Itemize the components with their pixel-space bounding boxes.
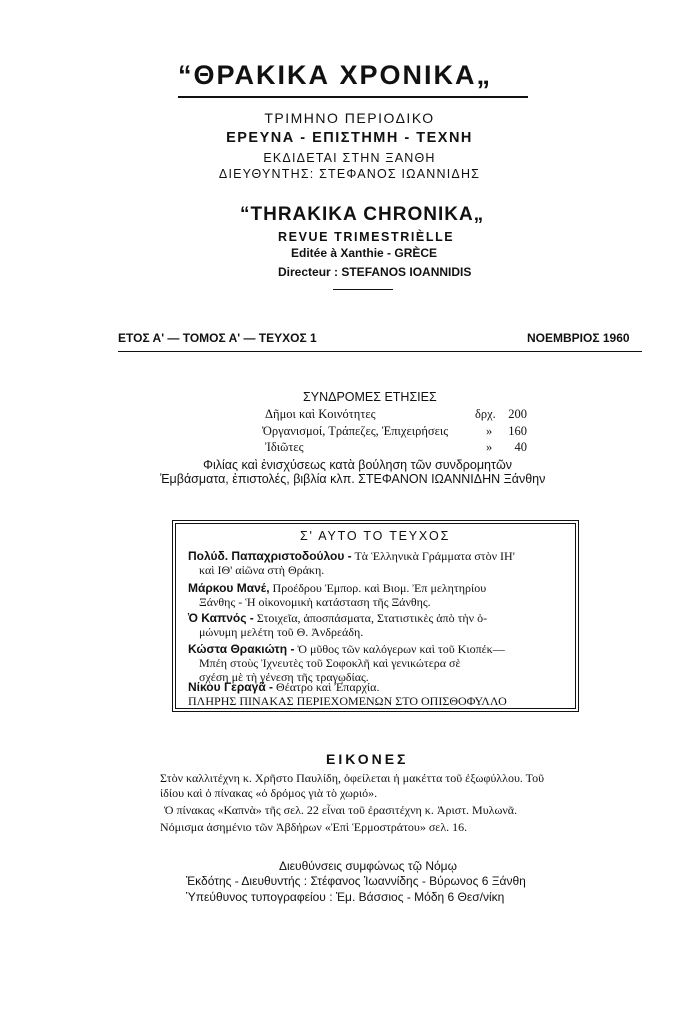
subscription-label: Ὀργανισμοί, Τράπεζες, Ἐπιχειρήσεις xyxy=(262,424,449,438)
director-french: Directeur : STEFANOS IOANNIDIS xyxy=(278,265,472,279)
subscription-unit: » xyxy=(486,440,493,454)
entry-title-continued: σχέση μὲ τὴ γένεση τῆς τραγῳδίας. xyxy=(199,670,369,684)
contents-entry xyxy=(188,581,486,596)
entry-title-continued: Μπέη στοὺς Ἰχνευτὲς τοῦ Σοφοκλῆ καὶ γενικώτερα σὲ xyxy=(199,656,461,670)
subscription-label: Δῆμοι καὶ Κοινότητες xyxy=(265,407,376,421)
contents-entry xyxy=(188,642,505,657)
subscription-unit: δρχ. xyxy=(475,407,496,421)
journal-motto-greek: ΕΡΕΥΝΑ - ΕΠΙΣΤΗΜΗ - ΤΕΧΝΗ xyxy=(226,130,473,146)
subscription-amount: 160 xyxy=(508,424,527,438)
images-credit-line: Στὸν καλλιτέχνη κ. Χρῆστο Παυλίδη, ὀφείλεται ἡ μακέττα τοῦ ἐξωφύλλου. Τοῦ xyxy=(160,771,545,785)
subscriptions-remittance-note: Ἐμβάσματα, ἐπιστολές, βιβλία κλπ. ΣΤΕΦΑΝΟΝ ΙΩΑΝΝΙΔΗΝ Ξάνθην xyxy=(160,472,546,486)
images-credit-line: ἰδίου καὶ ὁ πίνακας «ὁ δρόμος γιὰ τὸ χωριό». xyxy=(160,786,378,800)
entry-author: Κώστα Θρακιώτη - xyxy=(188,642,295,656)
entry-title: Τὰ Ἑλληνικὰ Γράμματα στὸν ΙΗ' xyxy=(351,549,515,563)
issue-volume-info: ΕΤΟΣ Α' — ΤΟΜΟΣ Α' — ΤΕΥΧΟΣ 1 xyxy=(118,331,317,345)
legal-heading: Διευθύνσεις συμφώνως τῷ Νόμῳ xyxy=(279,859,457,873)
subscriptions-support-note: Φιλίας καὶ ἐνισχύσεως κατὰ βούληση τῶν συνδρομητῶν xyxy=(203,458,512,472)
subscription-amount: 40 xyxy=(514,440,527,454)
journal-title-greek: “ΘΡΑΚΙΚΑ ΧΡΟΝΙΚΑ„ xyxy=(178,60,493,90)
images-credit-line: Ὁ πίνακας «Καπνὰ» τῆς σελ. 22 εἶναι τοῦ ἐρασιτέχνη κ. Ἀριστ. Μυλωνᾶ. xyxy=(164,803,518,817)
images-heading: ΕΙΚΟΝΕΣ xyxy=(326,751,409,767)
journal-title-french: “THRAKIKA CHRONIKA„ xyxy=(240,204,485,225)
entry-title: Θέατρο καὶ Ἐπαρχία. xyxy=(273,680,380,694)
entry-title: Προέδρου Ἐμπορ. καὶ Βιομ. Ἐπ μελητηρίου xyxy=(269,581,487,595)
director-greek: ΔΙΕΥΘΥΝΤΗΣ: ΣΤΕΦΑΝΟΣ ΙΩΑΝΝΙΔΗΣ xyxy=(218,167,481,181)
journal-subtitle-french: REVUE TRIMESTRIÈLLE xyxy=(278,230,455,244)
entry-author: Ὁ Καπνός - xyxy=(188,611,254,625)
contents-footer-note: ΠΛΗΡΗΣ ΠΙΝΑΚΑΣ ΠΕΡΙΕΧΟΜΕΝΩΝ ΣΤΟ ΟΠΙΣΘΟΦΥΛΛΟ xyxy=(188,694,507,708)
contents-heading: Σ' ΑΥΤΟ ΤΟ ΤΕΥΧΟΣ xyxy=(300,529,451,543)
entry-author: Νίκου Γεραγᾶ - xyxy=(188,680,274,694)
title-underline xyxy=(178,96,528,98)
entry-title: Ὁ μῦθος τῶν καλόγερων καὶ τοῦ Κιοπέκ— xyxy=(294,642,505,656)
subscription-unit: » xyxy=(486,424,493,438)
printer-address: Ὑπεύθυνος τυπογραφείου : Ἐμ. Βάσσιος - Μόδη 6 Θεσ/νίκη xyxy=(186,890,505,904)
contents-entry xyxy=(188,549,515,564)
subscription-label: Ἰδιῶτες xyxy=(265,440,304,454)
entry-title-continued: μώνυμη μελέτη τοῦ Θ. Ἀνδρεάδη. xyxy=(199,625,364,639)
contents-entry xyxy=(188,611,487,626)
subscriptions-heading: ΣΥΝΔΡΟΜΕΣ ΕΤΗΣΙΕΣ xyxy=(303,390,437,404)
images-credit-line: Νόμισμα ἀσημένιο τῶν Ἀβδήρων «Ἐπὶ Ἑρμοστράτου» σελ. 16. xyxy=(160,820,468,834)
entry-title: Στοιχεῖα, ἀποσπάσματα, Στατιστικὲς ἀπὸ τὴν ὁ- xyxy=(253,611,488,625)
entry-author: Πολύδ. Παπαχριστοδούλου - xyxy=(188,549,352,563)
entry-title-continued: καὶ ΙΘ' αἰῶνα στὴ Θράκη. xyxy=(199,563,325,577)
entry-title-continued: Ξάνθης - Ἡ οἰκονομικὴ κατάσταση τῆς Ξάνθης. xyxy=(199,595,431,609)
divider xyxy=(333,289,393,290)
issue-divider xyxy=(118,351,642,352)
publication-place-greek: ΕΚΔΙΔΕΤΑΙ ΣΤΗΝ ΞΑΝΘΗ xyxy=(263,151,436,165)
issue-date: ΝΟΕΜΒΡΙΟΣ 1960 xyxy=(527,331,630,345)
journal-subtitle-greek: ΤΡΙΜΗΝΟ ΠΕΡΙΟΔΙΚΟ xyxy=(264,110,435,126)
publication-place-french: Editée à Xanthie - GRÈCE xyxy=(291,246,438,260)
contents-entry xyxy=(188,680,379,695)
publisher-address: Ἐκδότης - Διευθυντής : Στέφανος Ἰωαννίδης - Βύρωνος 6 Ξάνθη xyxy=(186,874,526,888)
entry-author: Μάρκου Μανέ, xyxy=(188,581,270,595)
subscription-amount: 200 xyxy=(508,407,527,421)
